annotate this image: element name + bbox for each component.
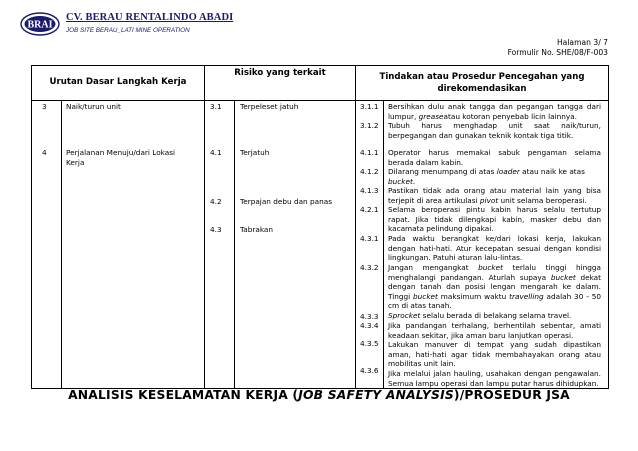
risk-number: 4.3	[210, 225, 222, 234]
action-number: 4.3.3	[360, 312, 379, 321]
step-number: 3	[42, 102, 47, 111]
action-number: 4.3.4	[360, 321, 379, 330]
risks-cell	[205, 101, 356, 389]
header-action	[356, 66, 609, 101]
risk-text: Terpajan debu dan panas	[240, 197, 332, 206]
header-steps: Urutan Dasar Langkah Kerja	[32, 66, 205, 101]
form-number: Formulir No. SHE/08/F-003	[507, 48, 608, 57]
page-info	[508, 38, 608, 58]
action-text: Pastikan tidak ada orang atau material lain yang bisa terjepit di area artikulasi pivot unit selama beroperasi.	[388, 186, 601, 205]
action-number: 4.1.3	[360, 186, 379, 195]
company-logo	[20, 12, 60, 36]
action-number: 4.3.2	[360, 263, 379, 272]
risk-number: 3.1	[210, 102, 222, 111]
action-text: Dilarang menumpang di atas loader atau naik ke atas bucket.	[388, 167, 585, 186]
table-body-row	[32, 101, 609, 389]
step-number: 4	[42, 148, 47, 157]
action-text: Selama beroperasi pintu kabin harus selalu tertutup rapat. Jika tidak dilengkapi kabin, masker debu dan kacamata pelindung dipakai.	[388, 205, 601, 234]
logo-text: BRAI	[27, 19, 53, 31]
action-text: Jangan mengangkat bucket terlalu tinggi hingga menghalangi pandangan. Aturlah supaya bucket dekat dengan tanah dan posisi lengan mengarah ke dalam. Tinggi bucket maksimum waktu travelling adalah 30 - 50 cm di atas tanah.	[388, 263, 601, 311]
risk-text: Terjatuh	[240, 148, 270, 157]
header-action-line1: Tindakan atau Prosedur Pencegahan yang	[379, 72, 585, 82]
steps-cell	[32, 101, 205, 389]
risk-number: 4.2	[210, 197, 222, 206]
action-text: Pada waktu berangkat ke/dari lokasi kerja, lakukan dengan hati-hati. Atur kecepatan sesuai dengan kondisi lingkungan. Patuhi aturan lalu-lintas.	[388, 234, 601, 263]
action-number: 4.1.2	[360, 167, 379, 176]
action-text: Bersihkan dulu anak tangga dan pegangan tangga dari lumpur, greaseatau kotoran penyebab licin lainnya.	[388, 102, 601, 121]
step-text: Perjalanan Menuju/dari Lokasi Kerja	[66, 148, 176, 167]
action-number: 4.3.1	[360, 234, 379, 243]
action-number: 3.1.2	[360, 121, 379, 130]
action-text: Operator harus memakai sabuk pengaman selama berada dalam kabin.	[388, 148, 601, 167]
jsa-table	[31, 65, 609, 389]
company-name: CV. BERAU RENTALINDO ABADI	[66, 12, 234, 23]
document-title: ANALISIS KESELAMATAN KERJA (JOB SAFETY ANALYSIS)/PROSEDUR JSA	[68, 388, 570, 402]
risk-text: Terpeleset jatuh	[240, 102, 299, 111]
action-text: Tubuh harus menghadap unit saat naik/turun, berpegangan dan gunakan teknik kontak tiga titik.	[388, 121, 601, 140]
action-number: 4.3.5	[360, 339, 379, 348]
actions-cell	[356, 101, 609, 389]
job-site: JOB SITE BERAU_LATI MINE OPERATION	[66, 27, 190, 34]
header-action-line2: direkomendasikan	[437, 84, 527, 94]
step-text: Naik/turun unit	[66, 102, 121, 111]
risk-number: 4.1	[210, 148, 222, 157]
table-header-row	[32, 66, 609, 101]
action-text: Jika pandangan terhalang, berhentilah sebentar, amati keadaan sekitar, jika aman baru lanjutkan operasi.	[388, 321, 601, 340]
action-text: Jika melalui jalan hauling, usahakan dengan pengawalan. Semua lampu operasi dan lampu putar harus dihidupkan.	[388, 369, 601, 388]
header-risk: Risiko yang terkait	[205, 66, 356, 101]
action-number: 3.1.1	[360, 102, 379, 111]
action-text: Sprocket selalu berada di belakang selama travel.	[388, 311, 572, 320]
action-number: 4.3.6	[360, 366, 379, 375]
page-number: Halaman 3/ 7	[556, 38, 608, 47]
action-number: 4.1.1	[360, 148, 379, 157]
action-text: Lakukan manuver di tempat yang sudah dipastikan aman, hati-hati agar tidak membahayakan orang atau mobilitas unit lain.	[388, 340, 601, 369]
risk-text: Tabrakan	[240, 225, 274, 234]
action-number: 4.2.1	[360, 205, 379, 214]
